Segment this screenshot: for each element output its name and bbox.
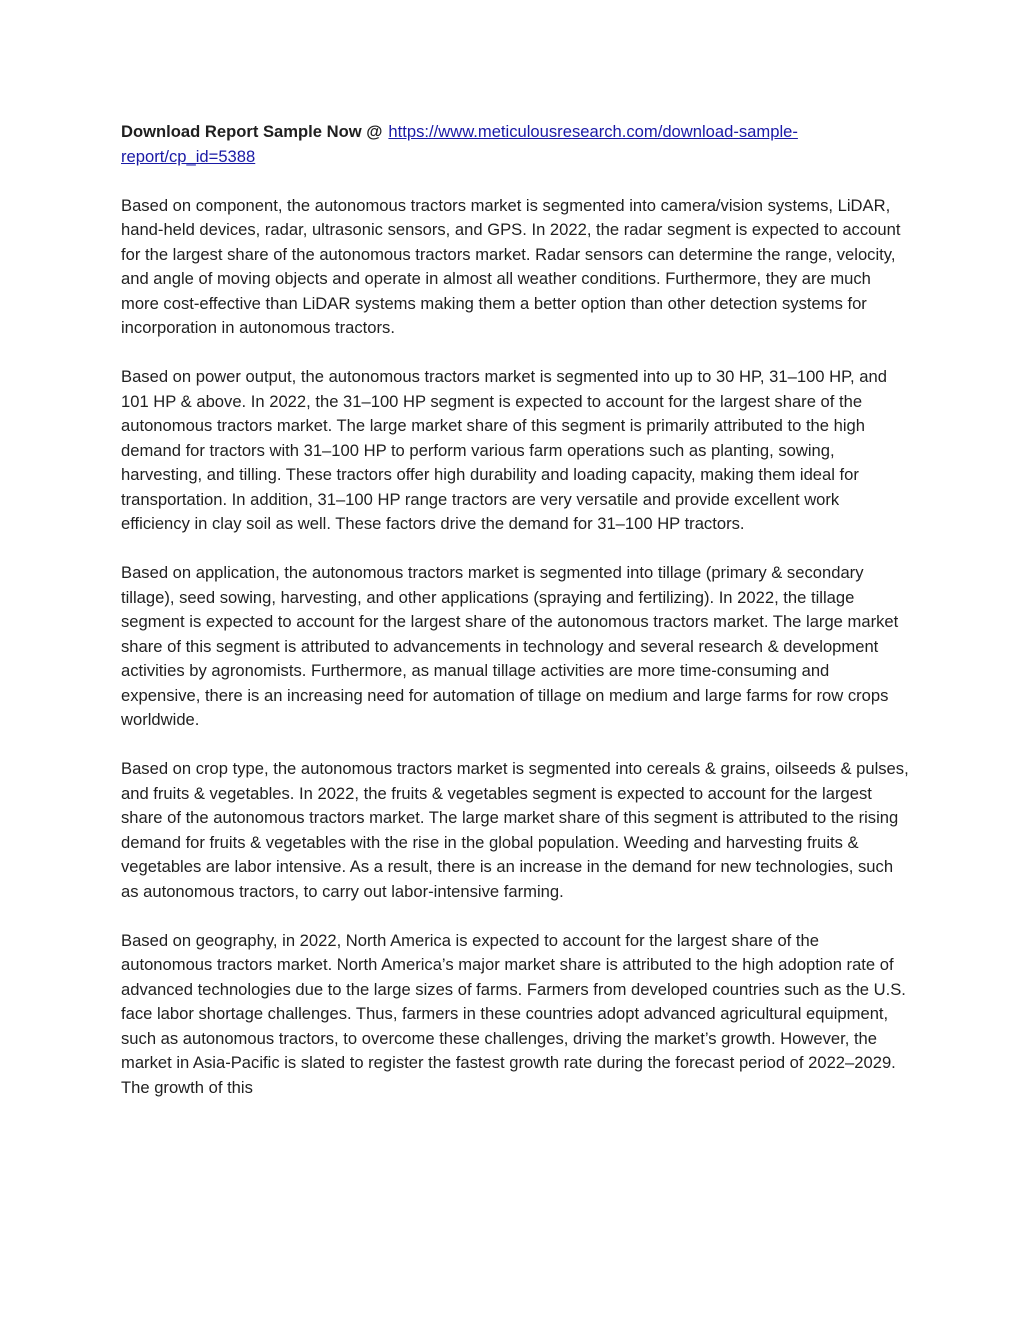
document-body <box>121 120 911 1125</box>
download-line <box>121 120 911 169</box>
paragraph-power-output: Based on power output, the autonomous tractors market is segmented into up to 30 HP, 31–100 HP, and 101 HP & above. In 2022, the 31–100 HP segment is expected to account for the largest share of the autonomous tractors market. The large market share of this segment is primarily attributed to the high demand for tractors with 31–100 HP to perform various farm operations such as planting, sowing, harvesting, and tilling. These tractors offer high durability and loading capacity, making them ideal for transportation. In addition, 31–100 HP range tractors are very versatile and provide excellent work efficiency in clay soil as well. These factors drive the demand for 31–100 HP tractors. <box>121 367 887 533</box>
paragraph-component: Based on component, the autonomous tractors market is segmented into camera/vision systems, LiDAR, hand-held devices, radar, ultrasonic sensors, and GPS. In 2022, the radar segment is expected to account for the largest share of the autonomous tractors market. Radar sensors can determine the range, velocity, and angle of moving objects and operate in almost all weather conditions. Furthermore, they are much more cost-effective than LiDAR systems making them a better option than other detection systems for incorporation in autonomous tractors. <box>121 195 901 337</box>
paragraph-geography: Based on geography, in 2022, North America is expected to account for the largest share of the autonomous tractors market. North America’s major market share is attributed to the high adoption rate of advanced technologies due to the large sizes of farms. Farmers from developed countries such as the U.S. face labor shortage challenges. Thus, farmers in these countries adopt advanced agricultural equipment, such as autonomous tractors, to overcome these challenges, driving the market’s growth. However, the market in Asia-Pacific is slated to register the fastest growth rate during the forecast period of 2022–2029. The growth of this <box>121 930 906 1097</box>
paragraph-application: Based on application, the autonomous tractors market is segmented into tillage (primary & secondary tillage), seed sowing, harvesting, and other applications (spraying and fertilizing). In 2022, the tillage segment is expected to account for the largest share of the autonomous tractors market. The large market share of this segment is attributed to advancements in technology and several research & development activities by agronomists. Furthermore, as manual tillage activities are more time-consuming and expensive, there is an increasing need for automation of tillage on medium and large farms for row crops worldwide. <box>121 563 899 729</box>
paragraph-crop-type: Based on crop type, the autonomous tractors market is segmented into cereals & grains, oilseeds & pulses, and fruits & vegetables. In 2022, the fruits & vegetables segment is expected to account for the largest share of the autonomous tractors market. The large market share of this segment is attributed to the rising demand for fruits & vegetables with the rise in the global population. Weeding and harvesting fruits & vegetables are labor intensive. As a result, there is an increase in the demand for new technologies, such as autonomous tractors, to carry out labor-intensive farming. <box>121 759 909 901</box>
download-label: Download Report Sample Now @ <box>121 122 383 141</box>
download-sample-link[interactable]: https://www.meticulousresearch.com/download-sample-report/cp_id=5388 <box>121 122 798 166</box>
